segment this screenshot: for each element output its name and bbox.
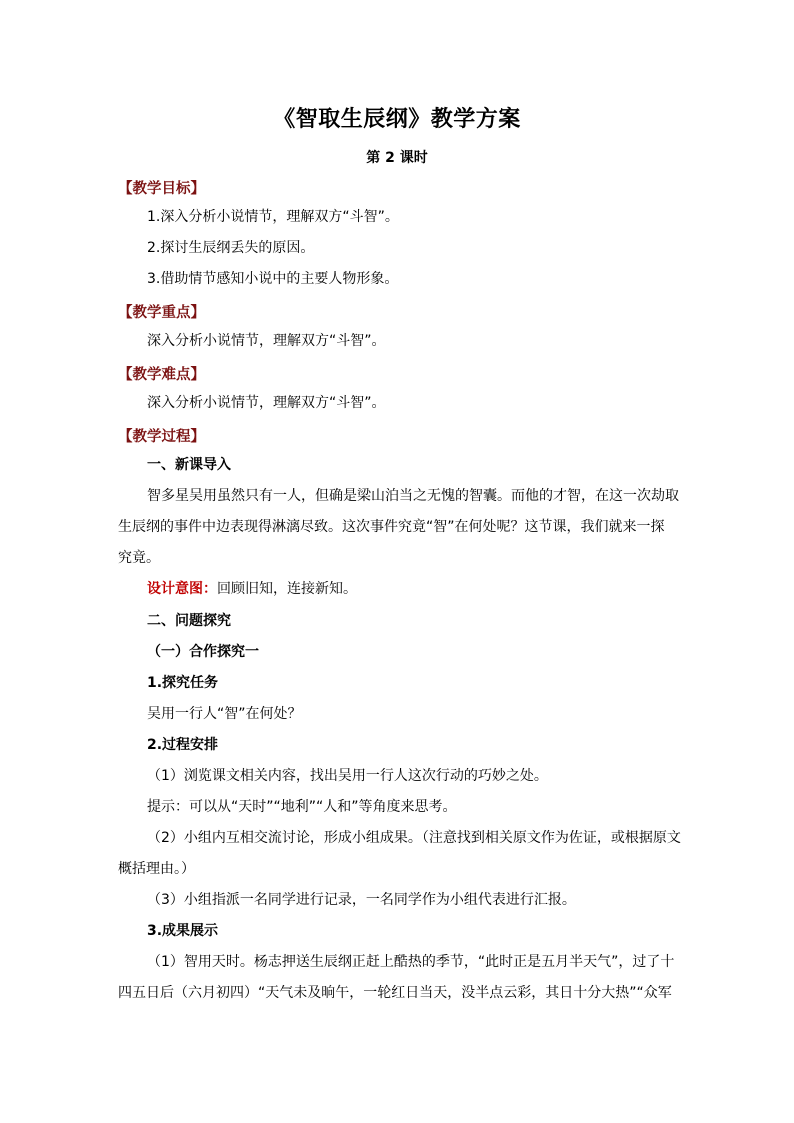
inquiry-one-heading: （一）合作探究一 [147, 644, 259, 660]
intro-paragraph-line-1: 智多星吴用虽然只有一人，但确是梁山泊当之无愧的智囊。而他的才智，在这一次劫取 [147, 488, 679, 504]
part-two-heading: 二、问题探究 [147, 613, 231, 629]
process-hint: 提示：可以从“天时”“地利”“人和”等角度来思考。 [147, 799, 457, 815]
design-intent [147, 582, 357, 596]
difficulty-text: 深入分析小说情节，理解双方“斗智”。 [147, 395, 386, 411]
goal-item-2: 2.探讨生辰纲丢失的原因。 [147, 240, 315, 256]
intro-paragraph-line-2: 生辰纲的事件中边表现得淋漓尽致。这次事件究竟“智”在何处呢？这节课，我们就来一探 [118, 519, 665, 535]
process-step-3: （3）小组指派一名同学进行记录，一名同学作为小组代表进行汇报。 [147, 892, 576, 908]
goal-item-1: 1.深入分析小说情节，理解双方“斗智”。 [147, 209, 399, 225]
result-title: 3.成果展示 [147, 923, 219, 939]
design-intent-text: 回顾旧知，连接新知。 [217, 581, 357, 597]
process-title: 2.过程安排 [147, 737, 219, 753]
heading-difficulties: 【教学难点】 [118, 367, 205, 383]
process-step-2-continued: 概括理由。） [118, 861, 195, 877]
design-intent-label: 设计意图： [147, 581, 217, 597]
process-step-2: （2）小组内互相交流讨论，形成小组成果。（注意找到相关原文作为佐证，或根据原文 [147, 830, 681, 846]
heading-teaching-goals: 【教学目标】 [118, 181, 205, 197]
intro-paragraph-line-3: 究竟。 [118, 550, 160, 566]
key-point-text: 深入分析小说情节，理解双方“斗智”。 [147, 333, 386, 349]
heading-key-points: 【教学重点】 [118, 305, 205, 321]
goal-item-3: 3.借助情节感知小说中的主要人物形象。 [147, 271, 399, 287]
document-title: 《智取生辰纲》教学方案 [273, 107, 521, 132]
task-title: 1.探究任务 [147, 675, 219, 691]
task-text: 吴用一行人“智”在何处？ [147, 706, 302, 722]
result-line-1: （1）智用天时。杨志押送生辰纲正赶上酷热的季节，“此时正是五月半天气”，过了十 [147, 954, 675, 970]
result-line-2: 四五日后（六月初四）“天气未及晌午，一轮红日当天，没半点云彩，其日十分大热”“众军 [118, 985, 672, 1001]
process-step-1: （1）浏览课文相关内容，找出吴用一行人这次行动的巧妙之处。 [147, 768, 548, 784]
heading-teaching-process: 【教学过程】 [118, 429, 205, 445]
part-one-heading: 一、新课导入 [147, 457, 231, 473]
lesson-subtitle: 第 2 课时 [366, 150, 428, 166]
